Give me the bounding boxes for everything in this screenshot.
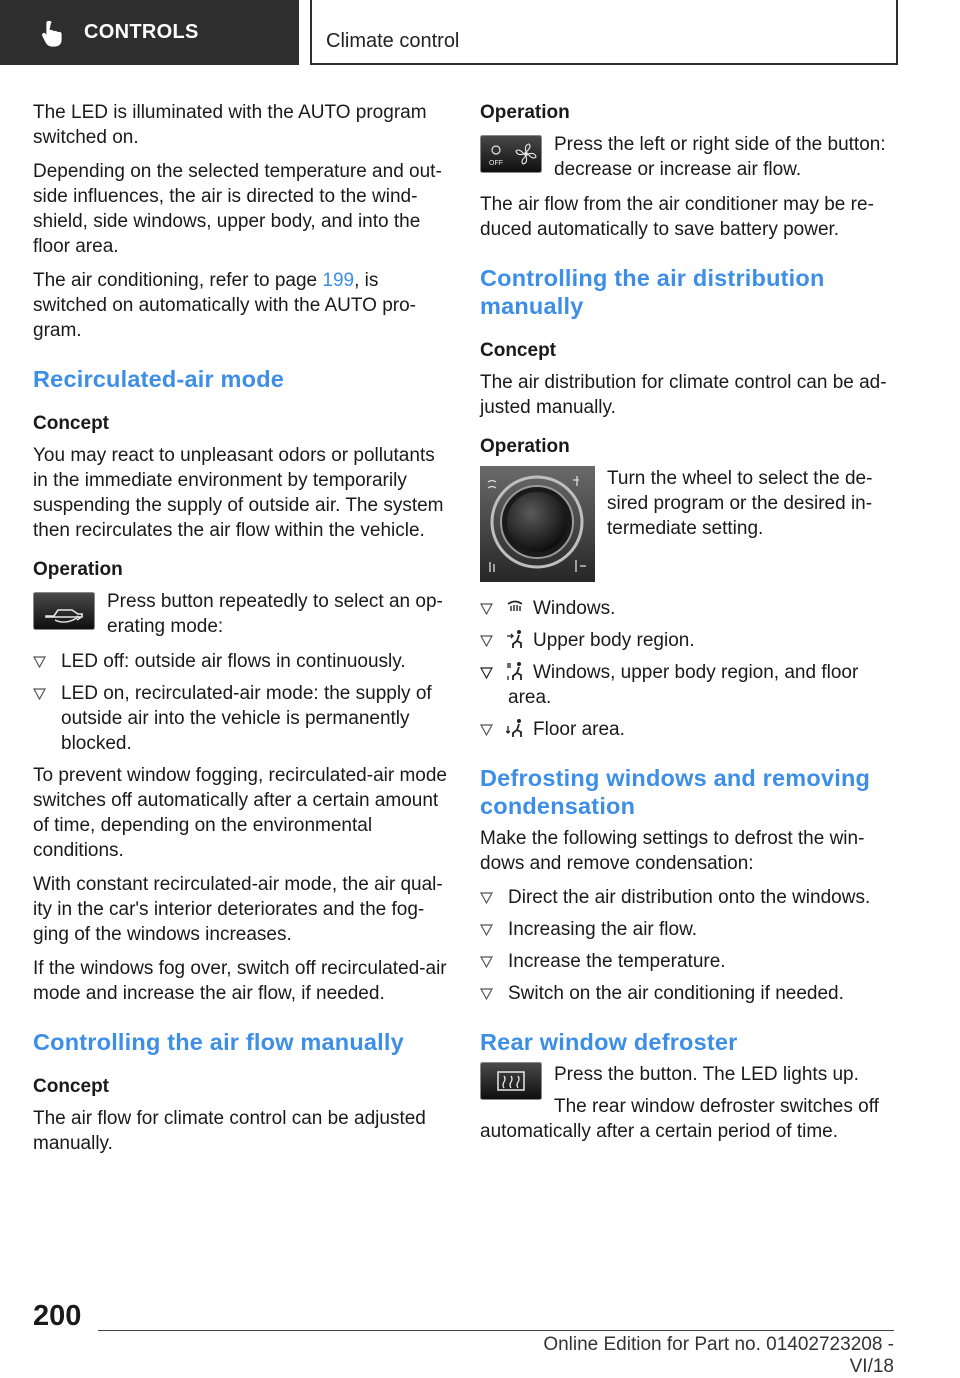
chapter-title: Climate control: [326, 30, 460, 52]
fan-button-icon: [480, 135, 542, 173]
bullet-triangle-icon: [480, 603, 493, 615]
list-item: Windows.: [480, 596, 892, 621]
bullet-triangle-icon: [480, 988, 493, 1000]
paragraph: The air conditioning, refer to page 199, is switched on automatically with the AUTO program.: [33, 270, 416, 341]
floor-airflow-icon: [506, 718, 524, 738]
page-number: 200: [33, 1300, 82, 1332]
list-item: Increasing the air flow.: [480, 917, 892, 942]
paragraph: The rear window defroster switches off automatically after a certain period of time.: [480, 1096, 879, 1142]
edition-footer: Online Edition for Part no. 01402723208 - VI/18: [543, 1334, 894, 1377]
windshield-icon: [506, 597, 524, 617]
bullet-triangle-icon: [33, 688, 46, 700]
heading-rear-defroster: Rear window defroster: [480, 1029, 738, 1055]
recirculation-button-icon: [33, 592, 95, 630]
paragraph: With constant recirculated-air mode, the air quality in the car's interior deteriorates and the fogging of the windows increases.: [33, 874, 443, 945]
paragraph: Depending on the selected temperature and outside influences, the air is directed to the windshield, side windows, upper body, and into the floor area.: [33, 161, 442, 257]
hand-pointer-icon: [40, 19, 68, 47]
distribution-list: [480, 596, 892, 742]
list-item: Windows, upper body region, and floor area.: [480, 660, 892, 710]
paragraph: If the windows fog over, switch off recirculated-air mode and increase the air flow, if needed.: [33, 958, 447, 1004]
paragraph: The air distribution for climate control can be adjusted manually.: [480, 372, 887, 418]
paragraph: To prevent window fogging, recirculated-air mode switches off automatically after a certain amount of time, depending on the environmental conditions.: [33, 765, 447, 861]
bullet-triangle-icon: [480, 956, 493, 968]
rear-defroster-block: [480, 1062, 892, 1144]
subheading-operation: Operation: [480, 436, 570, 457]
list-item: Direct the air distribution onto the windows.: [480, 885, 892, 910]
paragraph: Press the button. The LED lights up.: [554, 1064, 859, 1085]
heading-recirculated-air: Recirculated-air mode: [33, 366, 285, 392]
bullet-triangle-icon: [480, 667, 493, 679]
subheading-operation: Operation: [33, 559, 123, 580]
heading-air-distribution: Controlling the air distribution manually: [480, 265, 825, 319]
paragraph: The air flow from the air conditioner may be reduced automatically to save battery power.: [480, 194, 874, 240]
recirculation-button-row: [33, 589, 451, 639]
bullet-triangle-icon: [480, 892, 493, 904]
heading-defrosting: Defrosting windows and removing condensation: [480, 765, 871, 819]
windows-body-floor-airflow-icon: [506, 661, 524, 681]
bullet-triangle-icon: [480, 724, 493, 736]
section-tab: [0, 0, 299, 65]
bullet-triangle-icon: [480, 635, 493, 647]
page-link[interactable]: 199: [322, 270, 355, 291]
subheading-concept: Concept: [480, 340, 556, 361]
paragraph: Make the following settings to defrost the windows and remove condensation:: [480, 828, 865, 874]
left-column: [33, 100, 451, 1165]
subheading-operation: Operation: [480, 102, 570, 123]
rear-defroster-button-icon: [480, 1062, 542, 1100]
bullet-triangle-icon: [480, 924, 493, 936]
operation-text: Press the left or right side of the button: decrease or increase air flow.: [554, 134, 886, 180]
list-item: Floor area.: [480, 717, 892, 742]
list-item: LED off: outside air flows in continuously.: [33, 649, 451, 674]
defrost-list: [480, 885, 892, 1006]
section-title: CONTROLS: [84, 21, 199, 43]
heading-air-flow: Controlling the air flow manually: [33, 1029, 404, 1055]
list-item: LED on, recirculated-air mode: the supply of outside air into the vehicle is permanently blocked.: [33, 681, 451, 756]
list-item: Upper body region.: [480, 628, 892, 653]
svg-text:OFF: OFF: [489, 160, 503, 167]
list-item: Increase the temperature.: [480, 949, 892, 974]
subheading-concept: Concept: [33, 1076, 109, 1097]
upper-body-airflow-icon: [506, 629, 524, 649]
list-item: Switch on the air conditioning if needed.: [480, 981, 892, 1006]
paragraph: The LED is illuminated with the AUTO program switched on.: [33, 102, 427, 148]
footer-divider: [98, 1330, 894, 1331]
mode-list: [33, 649, 451, 756]
distribution-wheel-row: [480, 466, 892, 582]
fan-button-row: [480, 132, 892, 182]
operation-text: Turn the wheel to select the desired program or the desired intermediate setting.: [607, 468, 873, 539]
operation-text: Press button repeatedly to select an operating mode:: [107, 591, 443, 637]
subheading-concept: Concept: [33, 413, 109, 434]
air-distribution-wheel-icon: [480, 466, 595, 582]
right-column: [480, 100, 892, 1153]
chapter-header: [310, 0, 898, 65]
bullet-triangle-icon: [33, 656, 46, 668]
paragraph: The air flow for climate control can be adjusted manually.: [33, 1108, 426, 1154]
paragraph: You may react to unpleasant odors or pollutants in the immediate environment by temporarily suspending the supply of outside air. The system then recirculates the air flow within the vehicle.: [33, 445, 444, 541]
